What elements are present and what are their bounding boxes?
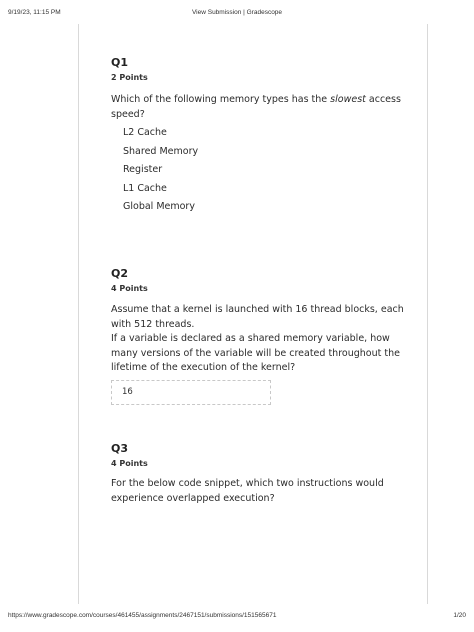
question-1-body bbox=[111, 93, 411, 122]
question-text bbox=[111, 93, 411, 122]
question-text-part: access speed? bbox=[111, 94, 401, 120]
question-text-emphasis: slowest bbox=[330, 94, 366, 105]
print-footer bbox=[8, 612, 466, 622]
question-text-part: Which of the following memory types has the bbox=[111, 94, 331, 105]
question-text: For the below code snippet, which two instructions would experience overlapped execution? bbox=[111, 478, 384, 504]
option-shared-memory[interactable]: Shared Memory bbox=[123, 145, 199, 157]
option-global-memory[interactable]: Global Memory bbox=[123, 201, 195, 212]
question-title: Q2 bbox=[111, 267, 129, 280]
question-1 bbox=[111, 56, 411, 83]
question-1-options bbox=[111, 124, 411, 217]
print-datetime: 9/19/23, 11:15 PM bbox=[8, 9, 61, 16]
question-points: 4 Points bbox=[111, 459, 148, 468]
print-page-title: View Submission | Gradescope bbox=[191, 9, 283, 16]
print-page-number: 1/20 bbox=[453, 612, 466, 619]
option-l2-cache[interactable]: L2 Cache bbox=[123, 127, 167, 138]
question-2-body bbox=[111, 303, 411, 376]
question-3 bbox=[111, 442, 411, 469]
question-title: Q3 bbox=[111, 442, 129, 455]
option-list bbox=[111, 124, 411, 217]
print-header bbox=[8, 9, 466, 19]
question-2 bbox=[111, 267, 411, 294]
question-title: Q1 bbox=[111, 56, 129, 69]
option-l1-cache[interactable]: L1 Cache bbox=[123, 182, 167, 194]
print-url: https://www.gradescope.com/courses/461455/assignments/2467151/submissions/151565671 bbox=[8, 612, 277, 619]
answer-field[interactable]: 16 bbox=[111, 380, 271, 405]
question-text: If a variable is declared as a shared memory variable, how many versions of the variable will be created throughout the lifetime of the execution of the kernel? bbox=[111, 333, 400, 373]
option-register[interactable]: Register bbox=[123, 164, 163, 175]
question-points: 4 Points bbox=[111, 284, 148, 293]
question-text: Assume that a kernel is launched with 16 thread blocks, each with 512 threads. bbox=[111, 304, 404, 330]
question-points: 2 Points bbox=[111, 73, 148, 82]
question-3-body bbox=[111, 477, 411, 506]
